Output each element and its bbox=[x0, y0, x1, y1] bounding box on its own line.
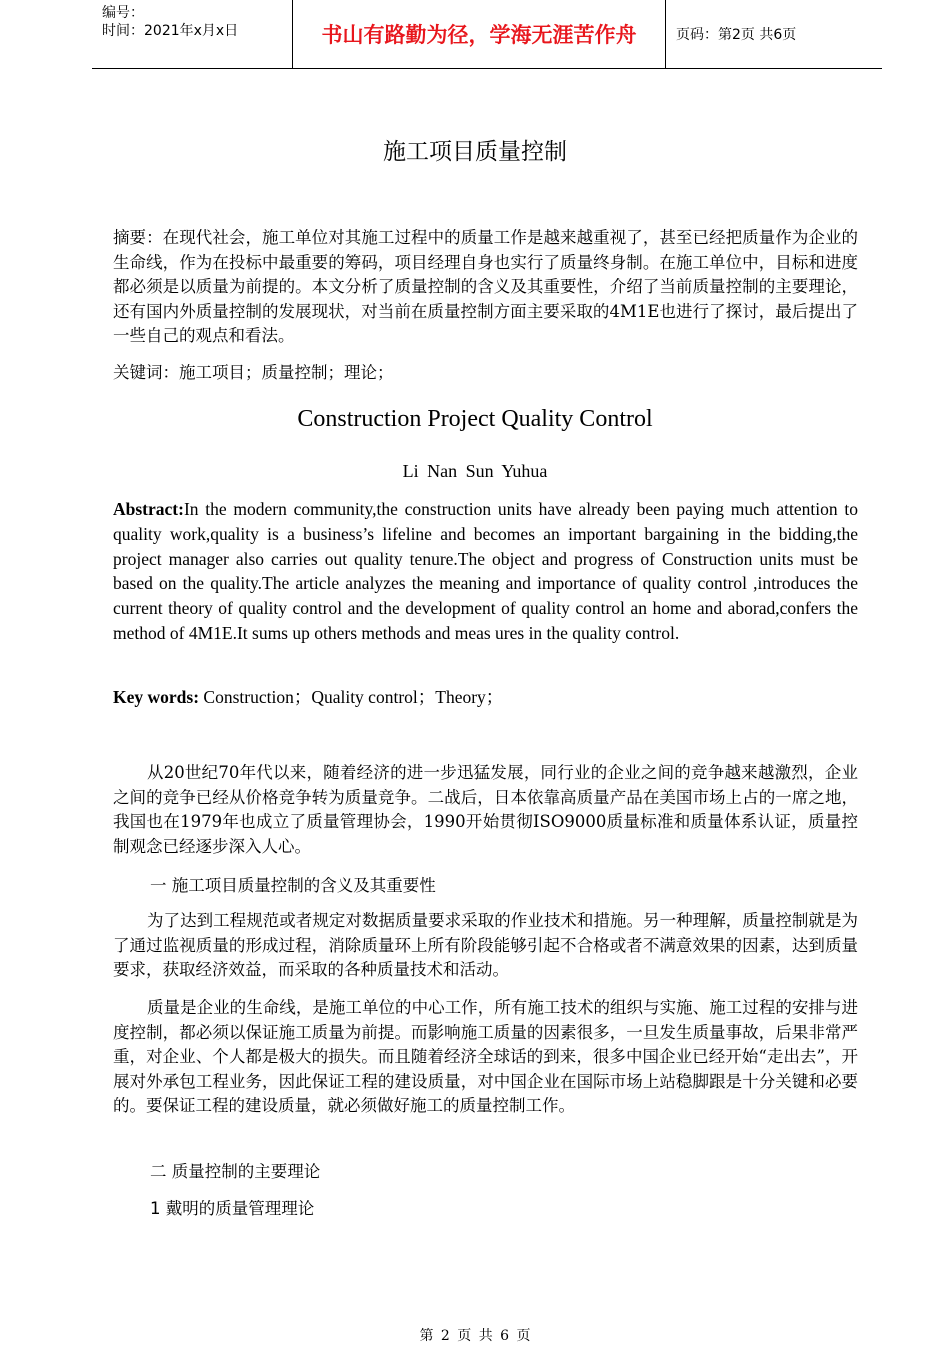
abstract-en-text: In the modern community,the construction units have already been paying much attention to quality work,quality is a business’s lifeline and becomes an important bargaining in the bidding,the project manager also carries out quality tenure.The object and progress of Construction units must be based on the quality.The article analyzes the meaning and importance of quality control ,introduces the current theory of quality control and the development of quality control an home and aborad,confers the method of 4M1E.It sums up others methods and meas ures in the quality control. bbox=[113, 499, 858, 643]
abstract-cn-label: 摘要： bbox=[113, 228, 163, 247]
keywords-en-text: Construction；Quality control；Theory； bbox=[199, 687, 504, 707]
abstract-cn bbox=[113, 226, 858, 349]
page-title-en: Construction Project Quality Control bbox=[297, 406, 653, 432]
section2-heading: 二 质量控制的主要理论 bbox=[150, 1162, 321, 1181]
keywords-cn-text: 施工项目；质量控制；理论； bbox=[179, 363, 394, 382]
header-time-label: 时间：2021年x月x日 bbox=[102, 23, 239, 39]
header-meta-cell bbox=[92, 0, 293, 68]
header-page-info: 页码：第2页 共6页 bbox=[676, 27, 797, 43]
section1-paragraph-2: 质量是企业的生命线，是施工单位的中心工作，所有施工技术的组织与实施、施工过程的安排与进度控制，都必须以保证施工质量为前提。而影响施工质量的因素很多，一旦发生质量事故，后果非常严重，对企业、个人都是极大的损失。而且随着经济全球话的到来，很多中国企业已经开始“走出去”，开展对外承包工程业务，因此保证工程的建设质量，对中国企业在国际市场上站稳脚跟是十分关键和必要的。要保证工程的建设质量，就必须做好施工的质量控制工作。 bbox=[113, 998, 858, 1116]
abstract-en-label: Abstract: bbox=[113, 499, 184, 519]
keywords-en bbox=[113, 685, 858, 710]
abstract-en bbox=[113, 497, 858, 646]
section1-paragraph-1: 为了达到工程规范或者规定对数据质量要求采取的作业技术和措施。另一种理解，质量控制就是为了通过监视质量的形成过程，消除质量环上所有阶段能够引起不合格或者不满意效果的因素，达到质量要求，获取经济效益，而采取的各种质量技术和活动。 bbox=[113, 911, 858, 980]
authors: Li Nan Sun Yuhua bbox=[402, 461, 548, 481]
page-title-cn: 施工项目质量控制 bbox=[383, 139, 567, 165]
section1-heading: 一 施工项目质量控制的含义及其重要性 bbox=[150, 876, 436, 895]
page-footer: 第 2 页 共 6 页 bbox=[419, 1328, 531, 1344]
intro-paragraph: 从20世纪70年代以来，随着经济的进一步迅猛发展，同行业的企业之间的竞争越来越激烈，企业之间的竞争已经从价格竞争转为质量竞争。二战后，日本依靠高质量产品在美国市场上占的一席之地，我国也在1979年也成立了质量管理协会，1990开始贯彻ISO9000质量标准和质量体系认证，质量控制观念已经逐步深入人心。 bbox=[113, 763, 858, 856]
header-table bbox=[92, 0, 882, 69]
header-slogan: 书山有路勤为径，学海无涯苦作舟 bbox=[293, 0, 666, 68]
header-number-label: 编号： bbox=[102, 5, 144, 21]
keywords-cn bbox=[113, 361, 858, 386]
keywords-en-label: Key words: bbox=[113, 687, 200, 707]
abstract-cn-text: 在现代社会，施工单位对其施工过程中的质量工作是越来越重视了，甚至已经把质量作为企业的生命线，作为在投标中最重要的筹码，项目经理自身也实行了质量终身制。在施工单位中，目标和进度都必须是以质量为前提的。本文分析了质量控制的含义及其重要性，介绍了当前质量控制的主要理论，还有国内外质量控制的发展现状，对当前在质量控制方面主要采取的4M1E也进行了探讨，最后提出了一些自己的观点和看法。 bbox=[113, 228, 859, 346]
section2-subheading-1: 1 戴明的质量管理理论 bbox=[150, 1199, 315, 1218]
keywords-cn-label: 关键词： bbox=[113, 363, 179, 382]
